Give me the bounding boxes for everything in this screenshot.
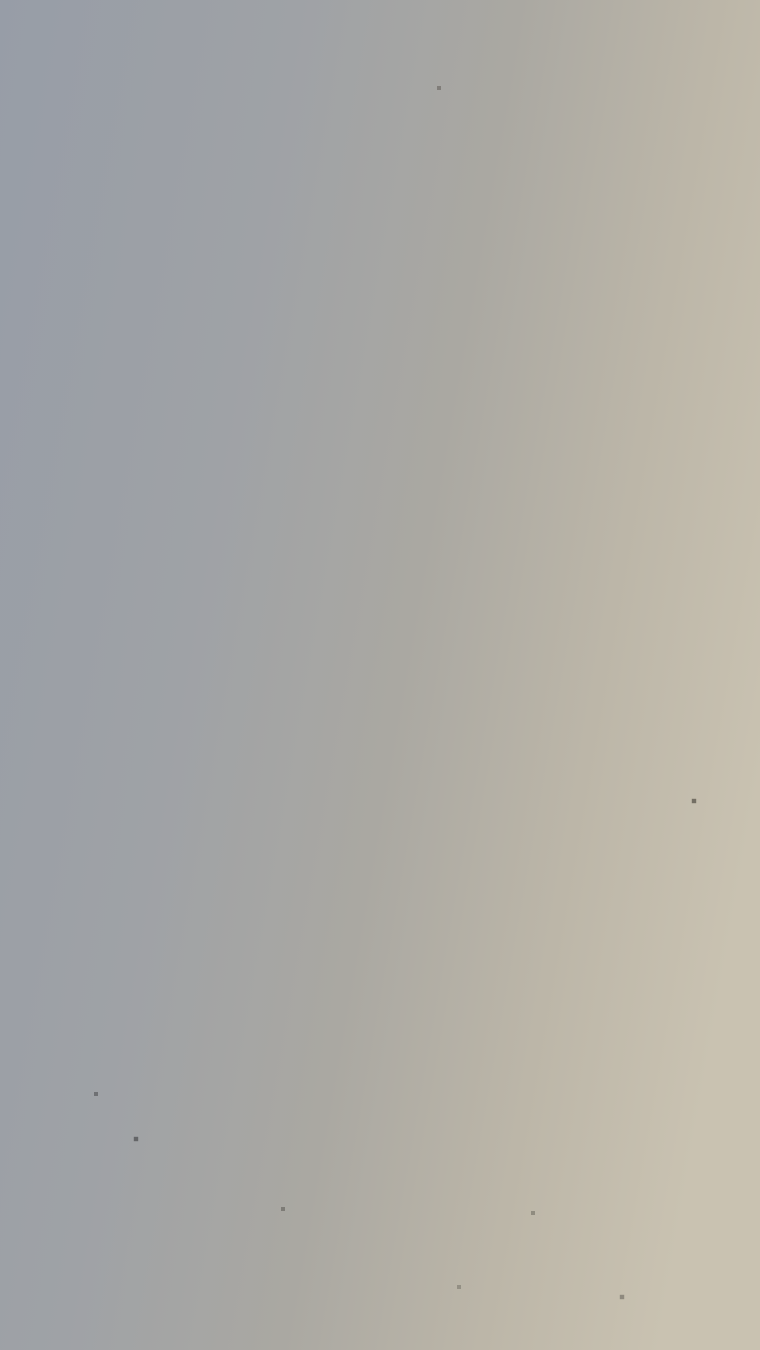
dust-specks xyxy=(0,0,2,2)
